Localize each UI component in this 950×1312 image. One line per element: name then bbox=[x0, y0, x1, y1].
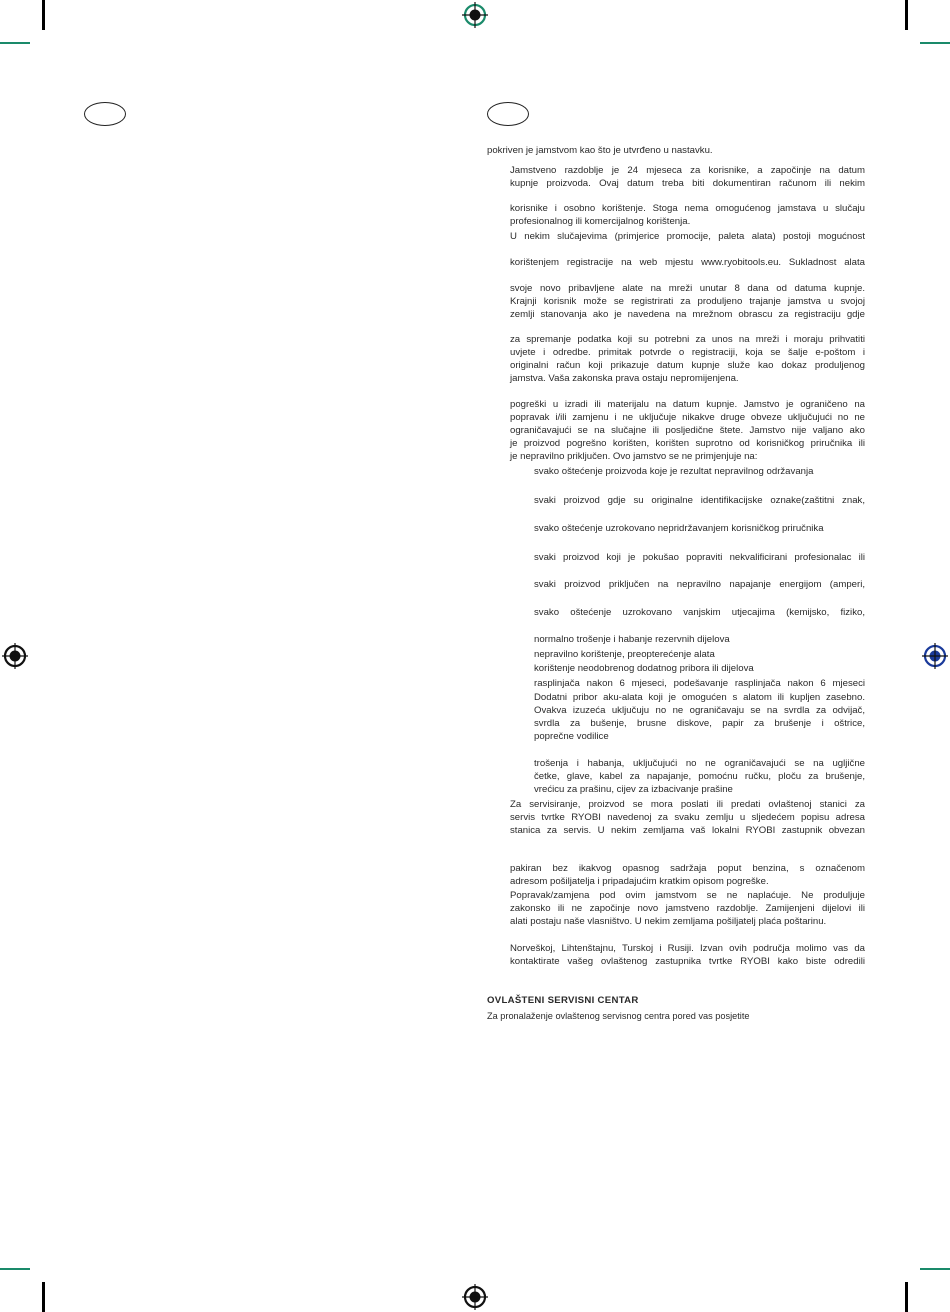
exclusion-item: Ovakva izuzeća uključuju no ne ograničavaju se na svrdla za odvijač, bbox=[534, 705, 865, 716]
paragraph-line: originalni račun koji prikazuje datum kupnje služe kao dokaz produljenog bbox=[510, 360, 865, 371]
paragraph-line: uvjete i odredbe. primitak potvrde o registraciji, koja se šalje e-poštom i bbox=[510, 347, 865, 358]
exclusion-item: normalno trošenje i habanje rezervnih dijelova bbox=[534, 634, 730, 645]
crop-mark bbox=[42, 0, 45, 30]
paragraph-line: zemlji stanovanja ako je navedena na mrežnom obrascu za registraciju gdje bbox=[510, 309, 865, 320]
service-line: adresom pošiljatelja i pripadajućim kratkim opisom pogreške. bbox=[510, 876, 769, 887]
service-line: Za servisiranje, proizvod se mora poslati ili predati ovlaštenoj stanici za bbox=[510, 799, 865, 810]
service-line: stanica za servis. U nekim zemljama vaš lokalni RYOBI zastupnik obvezan bbox=[510, 825, 865, 836]
service-line: pakiran bez ikakvog opasnog sadržaja poput benzina, s označenom bbox=[510, 863, 865, 874]
service-line: zakonsko ili ne započinje novo jamstveno razdoblje. Zamijenjeni dijelovi ili bbox=[510, 903, 865, 914]
crop-mark bbox=[0, 42, 30, 44]
crop-mark bbox=[42, 1282, 45, 1312]
service-line: alati postaju naše vlasništvo. U nekim zemljama pošiljatelj plaća poštarinu. bbox=[510, 916, 827, 927]
exclusion-item: četke, glave, kabel za napajanje, pomoćnu ručku, ploču za brušenje, bbox=[534, 771, 865, 782]
service-line: servis tvrtke RYOBI navedenoj za svaku zemlju u sljedećem popisu adresa bbox=[510, 812, 865, 823]
paragraph-line: Jamstveno razdoblje je 24 mjeseca za korisnike, a započinje na datum bbox=[510, 165, 865, 176]
service-line: Norveškoj, Lihtenštajnu, Turskoj i Rusiji. Izvan ovih područja molimo vas da bbox=[510, 943, 865, 954]
exclusion-item: svaki proizvod priključen na nepravilno napajanje energijom (amperi, bbox=[534, 579, 865, 590]
crop-mark bbox=[905, 0, 908, 30]
crop-mark bbox=[920, 1268, 950, 1270]
paragraph-line: Krajnji korisnik može se registrirati za produljeno trajanje jamstva u svojoj bbox=[510, 296, 865, 307]
paragraph-line: korisnike i osobno korištenje. Stoga nema omogućenog jamstava u slučaju bbox=[510, 203, 865, 214]
exclusion-item: vrećicu za prašinu, cijev za izbacivanje prašine bbox=[534, 784, 733, 795]
paragraph-line: korištenjem registracije na web mjestu www.ryobitools.eu. Sukladnost alata bbox=[510, 257, 865, 268]
paragraph-line: je proizvod pogrešno korišten, korišten suprotno od korisničkog priručnika ili bbox=[510, 438, 865, 449]
crop-mark bbox=[905, 1282, 908, 1312]
center-text: Za pronalaženje ovlaštenog servisnog centra pored vas posjetite bbox=[487, 1011, 750, 1021]
exclusion-item: svako oštećenje proizvoda koje je rezultat nepravilnog održavanja bbox=[534, 466, 814, 477]
paragraph-line: je nepravilno priključen. Ovo jamstvo se ne primjenjuje na: bbox=[510, 451, 758, 462]
service-line: kontaktirate vašeg ovlaštenog zastupnika tvrtke RYOBI kako biste odredili bbox=[510, 956, 865, 967]
intro-line: pokriven je jamstvom kao što je utvrđeno u nastavku. bbox=[487, 145, 713, 156]
paragraph-line: popravak i/ili zamjenu i ne uključuje nikakve druge obveze uključujući no ne bbox=[510, 412, 865, 423]
section-heading: OVLAŠTENI SERVISNI CENTAR bbox=[487, 995, 639, 1006]
registration-mark-icon bbox=[2, 643, 28, 669]
language-badge-left bbox=[84, 102, 126, 126]
paragraph-line: kupnje proizvoda. Ovaj datum treba biti dokumentiran računom ili nekim bbox=[510, 178, 865, 189]
paragraph-line: profesionalnog ili komercijalnog korištenja. bbox=[510, 216, 691, 227]
service-line: Popravak/zamjena pod ovim jamstvom se ne naplaćuje. Ne produljuje bbox=[510, 890, 865, 901]
paragraph-line: ograničavajući se na slučajne ili posljedične štete. Jamstvo nije valjano ako bbox=[510, 425, 865, 436]
paragraph-line: za spremanje podatka koji su potrebni za unos na mreži i moraju prihvatiti bbox=[510, 334, 865, 345]
registration-mark-icon bbox=[462, 1284, 488, 1310]
exclusion-item: svrdla za bušenje, brusne diskove, papir za brušenje i oštrice, bbox=[534, 718, 865, 729]
exclusion-item: svaki proizvod gdje su originalne identifikacijske oznake(zaštitni znak, bbox=[534, 495, 865, 506]
paragraph-line: svoje novo pribavljene alate na mreži unutar 8 dana od datuma kupnje. bbox=[510, 283, 865, 294]
paragraph-line: pogreški u izradi ili materijalu na datum kupnje. Jamstvo je ograničeno na bbox=[510, 399, 865, 410]
exclusion-item: nepravilno korištenje, preopterećenje alata bbox=[534, 649, 715, 660]
exclusion-item: trošenja i habanja, uključujući no ne ograničavajući se na ugljične bbox=[534, 758, 865, 769]
crop-mark bbox=[0, 1268, 30, 1270]
exclusion-item: Dodatni pribor aku-alata koji je omogućen s alatom ili kupljen zasebno. bbox=[534, 692, 865, 703]
exclusion-item: svaki proizvod koji je pokušao popraviti nekvalificirani profesionalac ili bbox=[534, 552, 865, 563]
exclusion-item: svako oštećenje uzrokovano vanjskim utjecajima (kemijsko, fiziko, bbox=[534, 607, 865, 618]
crop-mark bbox=[920, 42, 950, 44]
registration-mark-icon bbox=[922, 643, 948, 669]
exclusion-item: rasplinjača nakon 6 mjeseci, podešavanje rasplinjača nakon 6 mjeseci bbox=[534, 678, 865, 689]
paragraph-line: U nekim slučajevima (primjerice promocije, paleta alata) postoji mogućnost bbox=[510, 231, 865, 242]
language-badge-right bbox=[487, 102, 529, 126]
exclusion-item: svako oštećenje uzrokovano nepridržavanjem korisničkog priručnika bbox=[534, 523, 824, 534]
registration-mark-icon bbox=[462, 2, 488, 28]
paragraph-line: jamstva. Vaša zakonska prava ostaju nepromijenjena. bbox=[510, 373, 739, 384]
exclusion-item: poprečne vodilice bbox=[534, 731, 609, 742]
exclusion-item: korištenje neodobrenog dodatnog pribora ili dijelova bbox=[534, 663, 754, 674]
